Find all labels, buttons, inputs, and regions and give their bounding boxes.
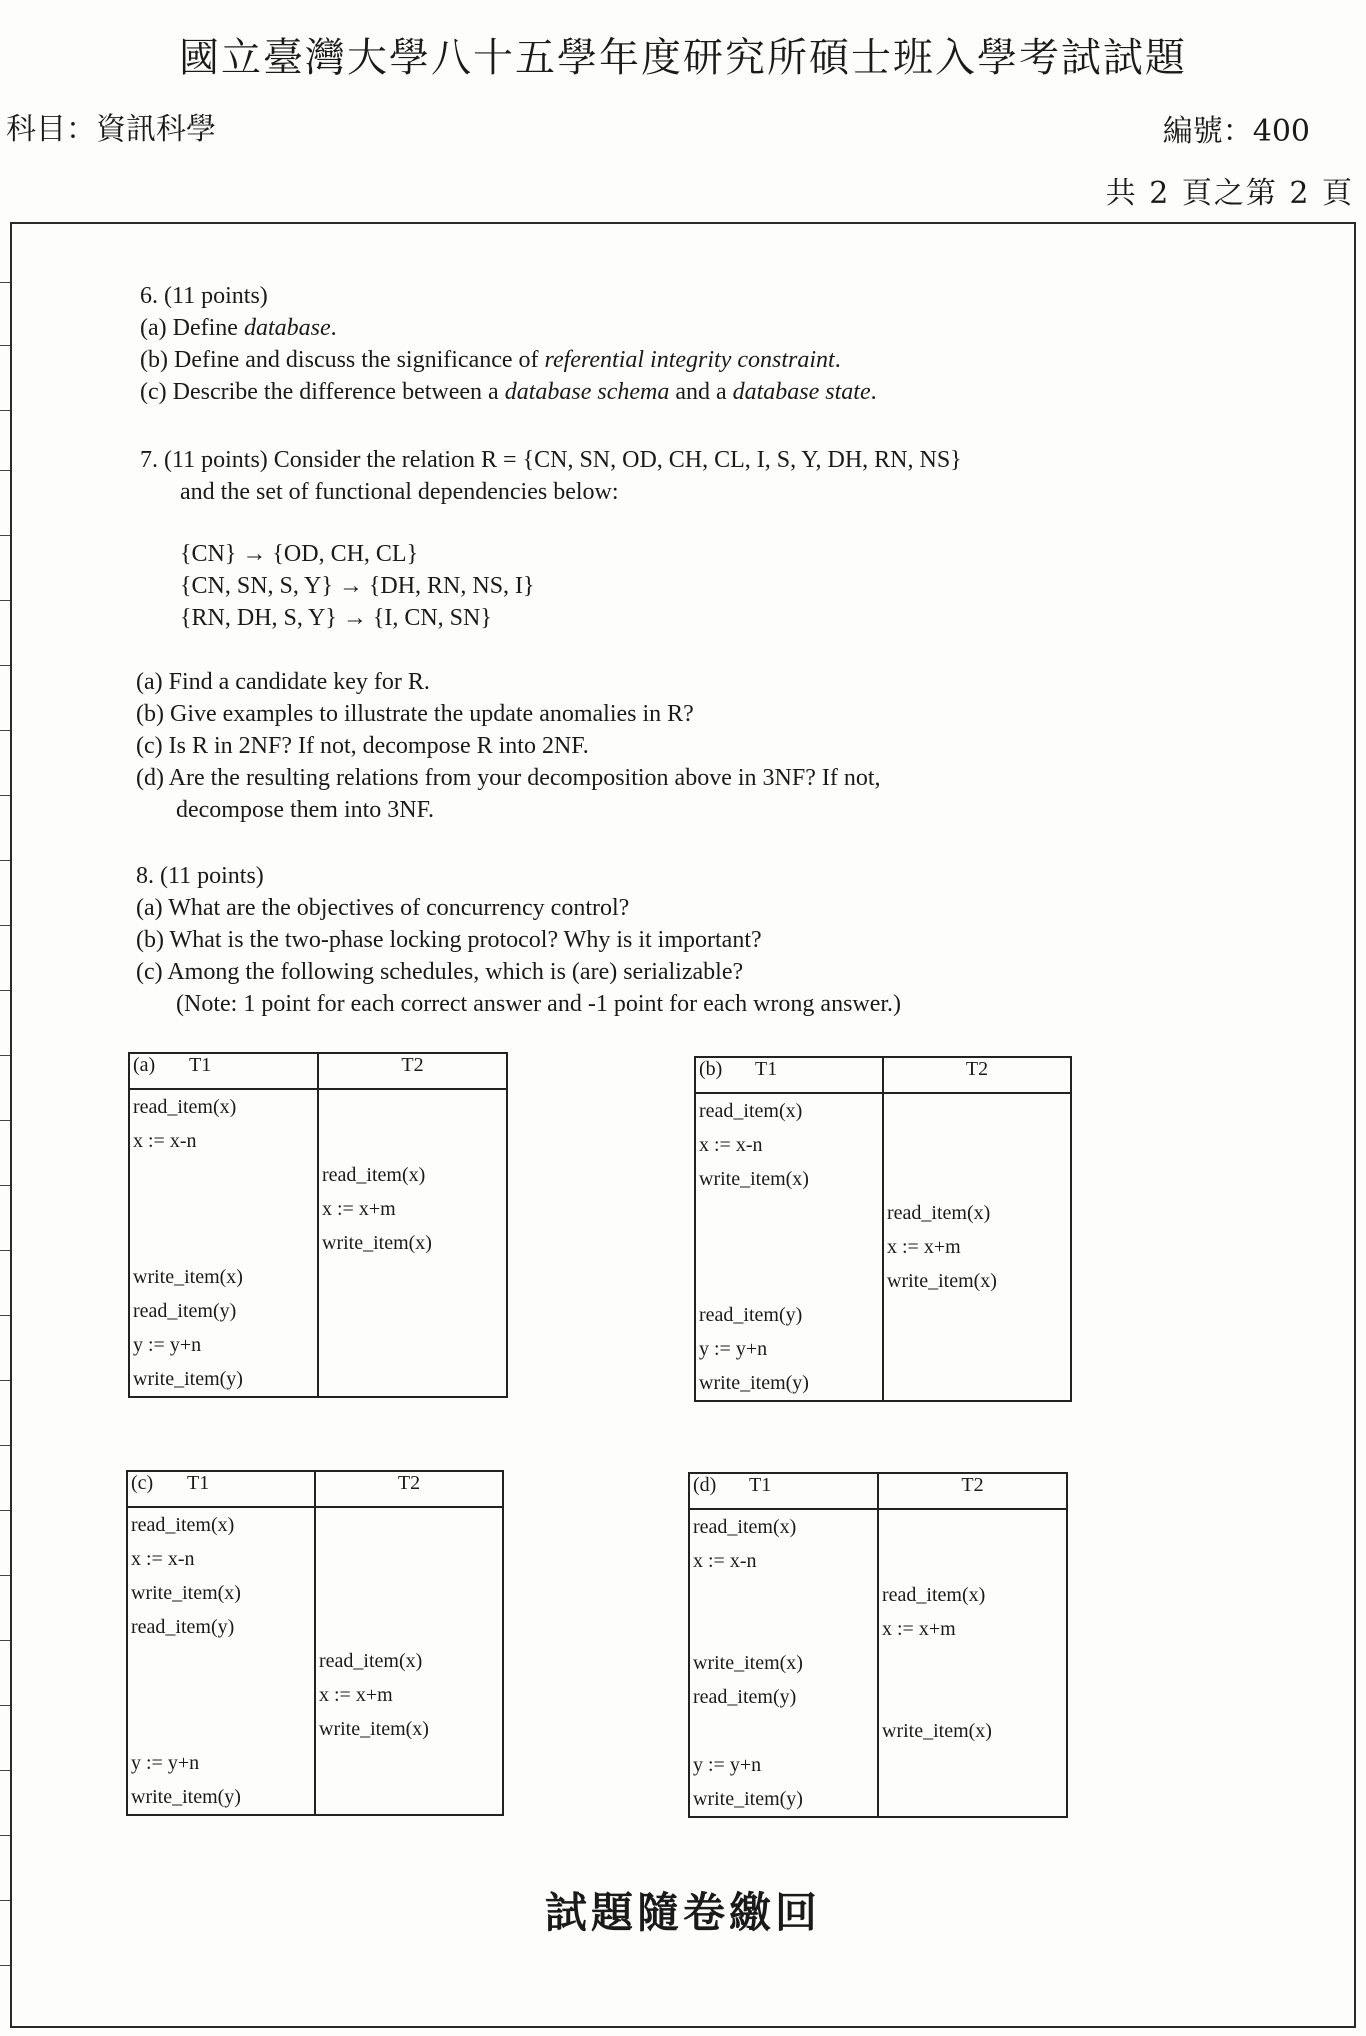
schedule-row <box>129 1158 507 1192</box>
margin-tick <box>0 1120 10 1121</box>
t2-operation: x := x+m <box>878 1612 1067 1646</box>
t2-operation <box>878 1544 1067 1578</box>
fd-2: {CN, SN, S, Y} → {DH, RN, NS, I} <box>180 573 535 599</box>
t1-operation: write_item(y) <box>689 1782 878 1817</box>
t1-operation <box>129 1158 318 1192</box>
t1-column-header <box>689 1473 878 1509</box>
schedule-row <box>695 1298 1071 1332</box>
t1-operation <box>695 1196 883 1230</box>
t1-operation: read_item(x) <box>689 1509 878 1544</box>
schedule-row <box>695 1196 1071 1230</box>
t1-operation: x := x-n <box>127 1542 315 1576</box>
schedule-row <box>127 1576 503 1610</box>
schedule-row <box>695 1230 1071 1264</box>
margin-tick <box>0 730 10 731</box>
schedule-row <box>695 1332 1071 1366</box>
q6-part-b: (b) Define and discuss the significance of referential integrity constraint. <box>140 347 841 373</box>
t2-operation <box>318 1362 507 1397</box>
t1-operation <box>695 1264 883 1298</box>
t1-operation: y := y+n <box>129 1328 318 1362</box>
schedule-header-row <box>695 1057 1071 1093</box>
t1-operation: write_item(y) <box>127 1780 315 1815</box>
t1-operation: x := x-n <box>689 1544 878 1578</box>
exam-title: 國立臺灣大學八十五學年度研究所碩士班入學考試試題 <box>179 35 1187 81</box>
t1-operation: write_item(x) <box>695 1162 883 1196</box>
functional-dependencies <box>180 538 535 634</box>
q7-part-c: (c) Is R in 2NF? If not, decompose R into 2NF. <box>136 733 589 759</box>
schedule-header-row <box>689 1473 1067 1509</box>
q7-parts <box>136 666 881 826</box>
t1-operation <box>689 1578 878 1612</box>
margin-tick <box>0 1510 10 1511</box>
schedule-row <box>689 1578 1067 1612</box>
t2-operation: write_item(x) <box>878 1714 1067 1748</box>
schedule-row <box>689 1646 1067 1680</box>
schedule-row <box>695 1093 1071 1128</box>
schedule-row <box>129 1192 507 1226</box>
margin-tick <box>0 1250 10 1251</box>
q8-part-a: (a) What are the objectives of concurrency control? <box>136 895 630 921</box>
t2-operation: x := x+m <box>315 1678 503 1712</box>
margin-tick <box>0 990 10 991</box>
t1-operation: write_item(x) <box>129 1260 318 1294</box>
t1-label: T1 <box>755 1058 778 1080</box>
t1-operation: read_item(x) <box>695 1093 883 1128</box>
t2-operation <box>318 1260 507 1294</box>
schedule-table-a <box>128 1052 508 1398</box>
fd-1: {CN} → {OD, CH, CL} <box>180 541 419 567</box>
schedule-header-row <box>129 1053 507 1089</box>
q7-part-d: (d) Are the resulting relations from your decomposition above in 3NF? If not, <box>136 765 881 791</box>
margin-tick <box>0 665 10 666</box>
margin-tick <box>0 1380 10 1381</box>
schedule-row <box>129 1226 507 1260</box>
q6-part-c: (c) Describe the difference between a database schema and a database state. <box>140 379 877 405</box>
t1-operation <box>689 1612 878 1646</box>
t1-column-header <box>127 1471 315 1507</box>
margin-tick <box>0 600 10 601</box>
t2-operation <box>315 1542 503 1576</box>
schedule-row <box>129 1124 507 1158</box>
schedule-row <box>695 1366 1071 1401</box>
margin-tick <box>0 1835 10 1836</box>
schedule-row <box>129 1260 507 1294</box>
t1-operation: write_item(x) <box>689 1646 878 1680</box>
t1-label: T1 <box>187 1472 210 1494</box>
q8-part-b: (b) What is the two-phase locking protocol? Why is it important? <box>136 927 762 953</box>
schedule-row <box>129 1328 507 1362</box>
t1-operation: write_item(y) <box>129 1362 318 1397</box>
t2-operation <box>883 1366 1071 1401</box>
schedule-row <box>127 1644 503 1678</box>
t1-operation <box>127 1644 315 1678</box>
t1-operation <box>695 1230 883 1264</box>
t1-operation <box>129 1192 318 1226</box>
schedule-row <box>689 1782 1067 1817</box>
margin-tick <box>0 1055 10 1056</box>
q8-note: (Note: 1 point for each correct answer and -1 point for each wrong answer.) <box>176 991 902 1017</box>
schedule-row <box>689 1544 1067 1578</box>
margin-tick <box>0 410 10 411</box>
t2-operation: read_item(x) <box>878 1578 1067 1612</box>
t2-operation: x := x+m <box>883 1230 1071 1264</box>
t2-column-header: T2 <box>318 1053 507 1089</box>
t2-operation: write_item(x) <box>315 1712 503 1746</box>
t2-operation <box>878 1646 1067 1680</box>
t2-operation <box>878 1782 1067 1817</box>
t2-operation <box>883 1128 1071 1162</box>
t2-column-header: T2 <box>878 1473 1067 1509</box>
t2-operation <box>883 1162 1071 1196</box>
t2-operation <box>883 1093 1071 1128</box>
t2-operation <box>318 1328 507 1362</box>
margin-tick <box>0 1965 10 1966</box>
t1-operation: y := y+n <box>689 1748 878 1782</box>
margin-tick <box>0 345 10 346</box>
q6-part-a: (a) Define database. <box>140 315 337 341</box>
t2-operation: write_item(x) <box>318 1226 507 1260</box>
margin-tick <box>0 535 10 536</box>
margin-tick <box>0 1185 10 1186</box>
margin-tick <box>0 860 10 861</box>
schedule-row <box>127 1712 503 1746</box>
schedule-row <box>695 1162 1071 1196</box>
t2-operation <box>883 1298 1071 1332</box>
question-8 <box>136 860 901 1020</box>
schedule-row <box>689 1714 1067 1748</box>
t1-operation: write_item(y) <box>695 1366 883 1401</box>
schedule-id: (d) <box>693 1474 717 1496</box>
q7-part-a: (a) Find a candidate key for R. <box>136 669 430 695</box>
t2-operation <box>878 1748 1067 1782</box>
t1-operation <box>127 1712 315 1746</box>
t1-operation: read_item(y) <box>129 1294 318 1328</box>
schedule-row <box>129 1089 507 1124</box>
schedule-row <box>689 1612 1067 1646</box>
question-6 <box>140 280 877 408</box>
schedule-row <box>695 1128 1071 1162</box>
schedule-table-c <box>126 1470 504 1816</box>
fd-3: {RN, DH, S, Y} → {I, CN, SN} <box>180 605 492 631</box>
schedule-row <box>129 1362 507 1397</box>
schedule-header-row <box>127 1471 503 1507</box>
schedule-row <box>695 1264 1071 1298</box>
t1-operation: x := x-n <box>129 1124 318 1158</box>
t2-column-header: T2 <box>883 1057 1071 1093</box>
t2-operation <box>315 1746 503 1780</box>
q8-heading: 8. (11 points) <box>136 863 264 889</box>
schedule-row <box>127 1746 503 1780</box>
schedule-row <box>127 1678 503 1712</box>
t2-operation <box>315 1507 503 1542</box>
q6-heading: 6. (11 points) <box>140 283 268 309</box>
t2-operation: read_item(x) <box>883 1196 1071 1230</box>
schedule-row <box>689 1680 1067 1714</box>
t1-operation: write_item(x) <box>127 1576 315 1610</box>
t2-operation <box>318 1124 507 1158</box>
t1-operation: x := x-n <box>695 1128 883 1162</box>
footer-note: 試題隨卷繳回 <box>544 1888 821 1937</box>
margin-tick <box>0 282 10 283</box>
q7-part-b: (b) Give examples to illustrate the update anomalies in R? <box>136 701 694 727</box>
q7-part-d-cont: decompose them into 3NF. <box>176 797 435 823</box>
t1-label: T1 <box>749 1474 772 1496</box>
t2-operation: x := x+m <box>318 1192 507 1226</box>
t1-operation: read_item(x) <box>127 1507 315 1542</box>
t1-operation: y := y+n <box>127 1746 315 1780</box>
t1-operation: read_item(x) <box>129 1089 318 1124</box>
page-indicator: 共 2 頁之第 2 頁 <box>1105 176 1354 211</box>
t2-operation: read_item(x) <box>318 1158 507 1192</box>
t2-operation: write_item(x) <box>883 1264 1071 1298</box>
schedule-row <box>127 1610 503 1644</box>
t2-operation <box>318 1089 507 1124</box>
margin-tick <box>0 1770 10 1771</box>
margin-tick <box>0 1575 10 1576</box>
t1-label: T1 <box>189 1054 212 1076</box>
margin-tick <box>0 1705 10 1706</box>
t2-operation <box>318 1294 507 1328</box>
t1-operation: read_item(y) <box>695 1298 883 1332</box>
t2-operation <box>315 1780 503 1815</box>
t2-operation <box>878 1509 1067 1544</box>
schedule-table-d <box>688 1472 1068 1818</box>
t2-operation: read_item(x) <box>315 1644 503 1678</box>
t1-operation: read_item(y) <box>127 1610 315 1644</box>
margin-tick <box>0 1445 10 1446</box>
t1-column-header <box>129 1053 318 1089</box>
schedule-id: (b) <box>699 1058 723 1080</box>
schedule-id: (c) <box>131 1472 154 1494</box>
t1-operation <box>689 1714 878 1748</box>
t2-operation <box>315 1576 503 1610</box>
schedule-row <box>129 1294 507 1328</box>
margin-tick <box>0 795 10 796</box>
schedule-row <box>689 1748 1067 1782</box>
t1-operation <box>129 1226 318 1260</box>
t2-operation <box>315 1610 503 1644</box>
exam-code: 編號：400 <box>1162 114 1310 149</box>
t1-column-header <box>695 1057 883 1093</box>
margin-tick <box>0 1640 10 1641</box>
t2-column-header: T2 <box>315 1471 503 1507</box>
margin-tick <box>0 470 10 471</box>
schedule-row <box>689 1509 1067 1544</box>
subject-label: 科目：資訊科學 <box>6 112 216 147</box>
schedule-table-b <box>694 1056 1072 1402</box>
margin-tick <box>0 1315 10 1316</box>
t1-operation: y := y+n <box>695 1332 883 1366</box>
t1-operation <box>127 1678 315 1712</box>
t2-operation <box>883 1332 1071 1366</box>
schedule-row <box>127 1542 503 1576</box>
schedule-id: (a) <box>133 1054 156 1076</box>
q8-part-c: (c) Among the following schedules, which is (are) serializable? <box>136 959 744 985</box>
t2-operation <box>878 1680 1067 1714</box>
q7-statement: 7. (11 points) Consider the relation R = {CN, SN, OD, CH, CL, I, S, Y, DH, RN, NS} <box>140 447 962 473</box>
margin-tick <box>0 925 10 926</box>
schedule-row <box>127 1507 503 1542</box>
q7-statement-cont: and the set of functional dependencies below: <box>180 479 619 505</box>
schedule-row <box>127 1780 503 1815</box>
t1-operation: read_item(y) <box>689 1680 878 1714</box>
question-7 <box>140 444 962 508</box>
